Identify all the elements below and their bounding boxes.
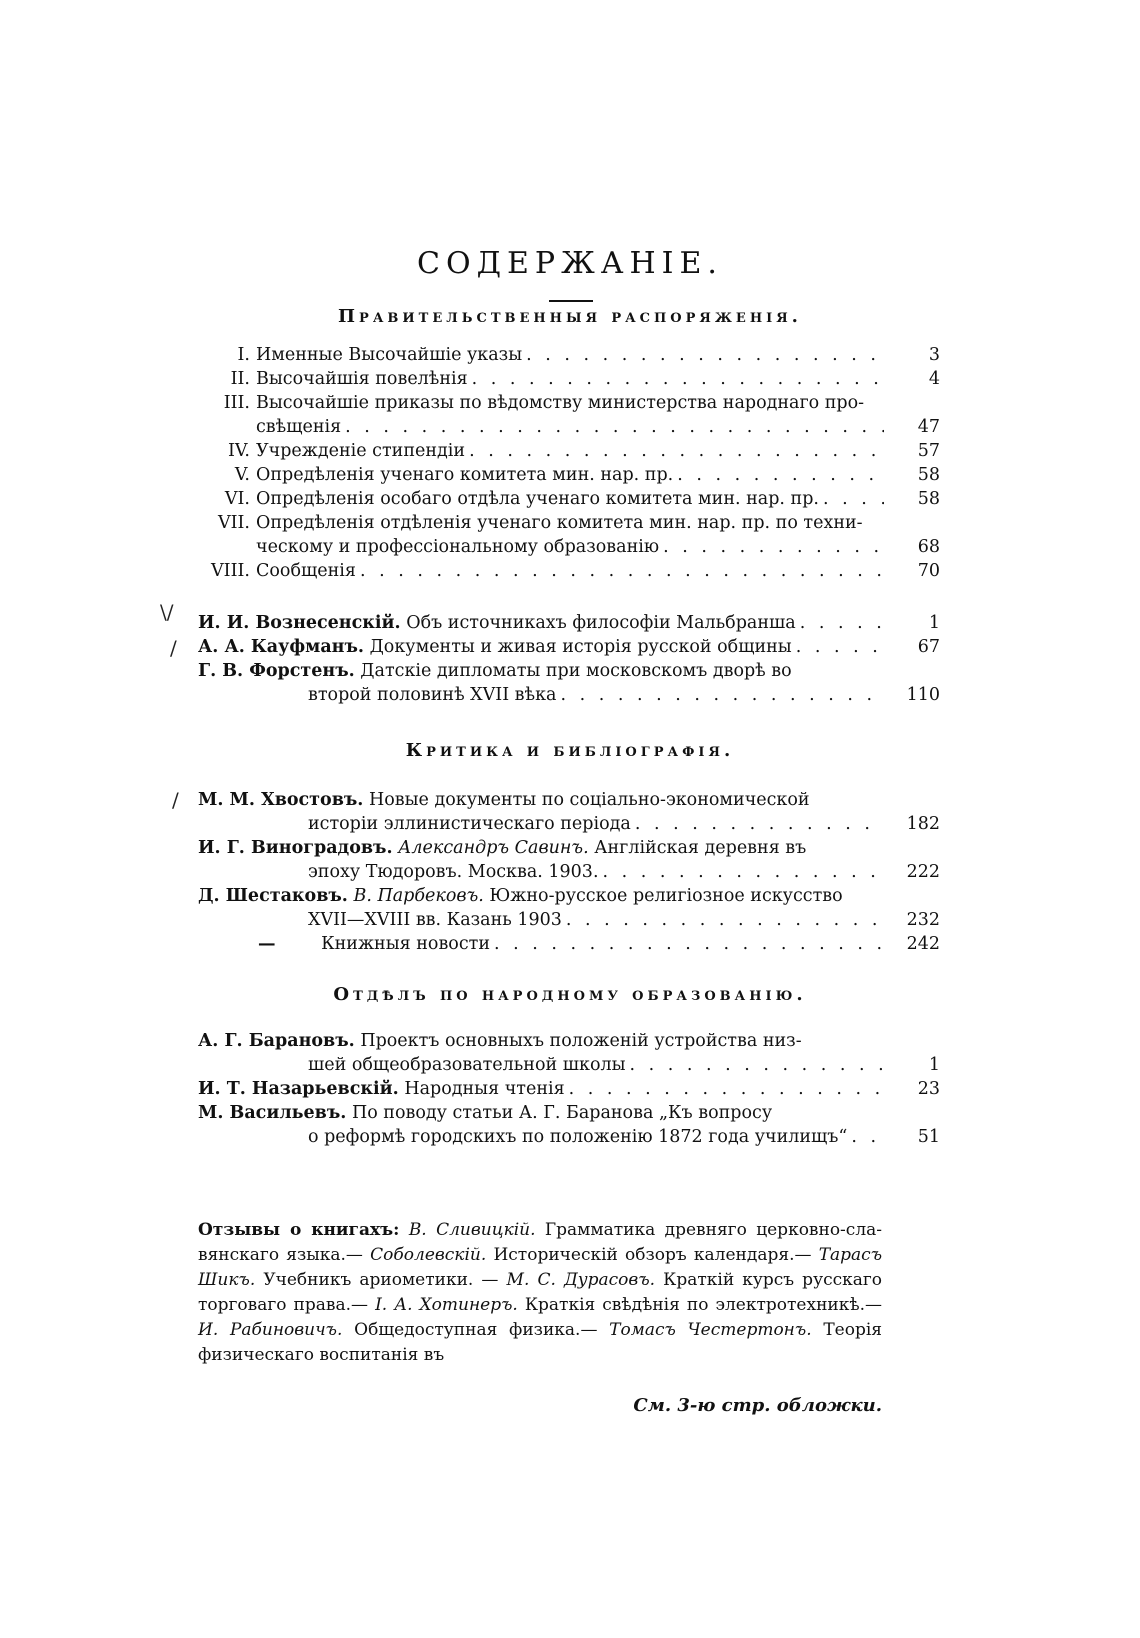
entry-author: М. Васильевъ. [198,1103,347,1123]
item-title-line [256,438,884,464]
reviewed-title: Историческій обзоръ календаря.— [493,1245,812,1265]
toc-row [198,811,940,837]
leader-dots [569,1076,884,1102]
entry-text [308,811,884,837]
entry-content [198,610,796,636]
toc-row [198,1124,940,1150]
entry-title: Датскіе дипломаты при московскомъ дворѣ во [360,661,792,681]
item-title-text: Высочайшіе приказы по вѣдомству министерства народнаго про- [256,393,865,413]
item-title [256,414,884,440]
margin-check-mark: \/ [160,600,174,624]
leader-dots [603,859,884,885]
footer-note: См. 3-ю стр. обложки. [633,1395,882,1416]
page-number: 58 [917,489,940,509]
page-number: 23 [917,1079,940,1099]
toc-row [198,366,940,392]
reviewed-author: Соболевскій. [370,1245,487,1265]
entry-line [198,931,884,957]
item-title-text: Опредѣленія ученаго комитета мин. нар. пр. [256,465,674,485]
page-number: 232 [906,910,940,930]
item-title-line [256,486,884,512]
item-number: V. [234,465,250,485]
toc-row [198,883,940,909]
item-number: VI. [224,489,250,509]
entry-line [198,610,884,636]
page-number: 242 [906,934,940,954]
item-title-line [256,366,884,392]
entry-text [198,787,884,813]
page-number: 1 [928,613,940,633]
entry-line [308,1052,884,1078]
toc-row [198,610,940,636]
entry-text [308,907,884,933]
item-number: VIII. [211,561,250,581]
leader-dots [345,414,884,440]
item-title-line [256,390,884,416]
entry-title: исторіи эллинистическаго періода [308,814,631,834]
entry-title: Народныя чтенія [404,1079,565,1099]
section-heading-education: Отдѣлъ по народному образованію. [333,984,807,1005]
entry-content [198,883,843,909]
toc-row [198,486,940,512]
page-number: 57 [917,441,940,461]
entry-line [198,634,884,660]
entry-content [198,1100,772,1126]
toc-row [198,342,940,368]
entry-author: И. Т. Назарьевскій. [198,1079,399,1099]
entry-title: второй половинѣ XVII вѣка [308,685,557,705]
page-number: 1 [928,1055,940,1075]
entry-text [198,610,884,636]
toc-row [198,414,940,440]
entry-reviewed-author: В. Парбековъ. [353,886,484,906]
title-rule [549,300,593,302]
page-number: 67 [917,637,940,657]
entry-line [198,835,884,861]
entry-line [198,658,884,684]
reviewed-title: Теорія физическаго воспитанія въ [198,1320,883,1365]
page-title: СОДЕРЖАНІЕ. [417,246,723,281]
item-title-line [256,462,884,488]
leader-dots [677,462,884,488]
toc-row [198,1100,940,1126]
margin-check-mark: / [170,636,177,660]
entry-content [308,1052,626,1078]
entry-content [308,859,599,885]
page-number: 58 [917,465,940,485]
reviewed-author: В. Сливицкій. [408,1220,536,1240]
entry-line [198,883,884,909]
entry-text [198,658,884,684]
page-number: 47 [917,417,940,437]
reviewed-title: Общедоступная физика.— [354,1320,598,1340]
toc-row [198,390,940,416]
entry-author: А. Г. Барановъ. [198,1031,355,1051]
entry-content [198,1028,802,1054]
entry-author: Г. В. Форстенъ. [198,661,355,681]
toc-row [198,534,940,560]
item-title-line [256,510,884,536]
reviewed-title: Краткій курсъ русскаго торговаго права.— [198,1270,883,1315]
entry-text [198,835,884,861]
entry-author: М. М. Хвостовъ. [198,790,364,810]
entry-author: — [258,934,276,954]
entry-text [198,1076,884,1102]
item-title-text: Опредѣленія особаго отдѣла ученаго комитета мин. нар. пр. [256,489,819,509]
toc-row [198,1076,940,1102]
leader-dots [800,610,884,636]
item-title-text: Сообщенія [256,561,356,581]
toc-row [198,931,940,957]
entry-title: Южно-русское религіозное искусство [489,886,843,906]
entry-line [308,859,884,885]
leader-dots [469,438,884,464]
item-title-text: Учрежденіе стипендіи [256,441,466,461]
entry-content [308,682,556,708]
entry-title: Проектъ основныхъ положеній устройства низ- [360,1031,802,1051]
entry-author: А. А. Кауфманъ. [198,637,364,657]
entry-title: о реформѣ городскихъ по положенію 1872 года училищъ“ [308,1127,848,1147]
entry-text [198,1028,884,1054]
item-title [256,462,884,488]
page-number: 3 [928,345,940,365]
item-title [256,510,884,536]
reviewed-title: Краткія свѣдѣнія по электротехникѣ.— [524,1295,883,1315]
entry-content [308,1124,847,1150]
toc-row [198,658,940,684]
item-title [256,438,884,464]
item-title-text: ческому и профессіональному образованію [256,537,660,557]
entry-line [198,1100,884,1126]
page-number: 182 [906,814,940,834]
entry-reviewed-author: Александръ Савинъ. [398,838,589,858]
leader-dots [823,486,884,512]
toc-row [198,835,940,861]
entry-line [308,811,884,837]
entry-line [198,787,884,813]
leader-dots [472,366,884,392]
entry-text [308,1052,884,1078]
entry-line [308,682,884,708]
entry-content [198,1076,565,1102]
entry-content [308,811,631,837]
item-title-text: свѣщенія [256,417,342,437]
book-reviews-paragraph [198,1218,882,1368]
item-title-text: Высочайшія повелѣнія [256,369,468,389]
toc-row [198,558,940,584]
section-heading-government: Правительственныя распоряженія. [338,306,802,327]
entry-text [308,682,884,708]
item-number: VII. [217,513,250,533]
toc-row [198,1028,940,1054]
entry-line [198,1076,884,1102]
entry-line [308,1124,884,1150]
item-title-line [256,534,884,560]
leader-dots [796,634,884,660]
toc-row [198,907,940,933]
page-number: 222 [906,862,940,882]
toc-row [198,682,940,708]
item-number: I. [237,345,250,365]
toc-row [198,438,940,464]
item-title-line [256,558,884,584]
leader-dots [851,1124,884,1150]
item-title-text: Именные Высочайшіе указы [256,345,523,365]
reviewed-author: Тарасъ Шикъ. [198,1245,883,1290]
item-title-line [256,414,884,440]
toc-row [198,787,940,813]
entry-title: шей общеобразовательной школы [308,1055,626,1075]
item-number: II. [230,369,250,389]
page-number: 70 [917,561,940,581]
entry-title: Англійская деревня въ [594,838,807,858]
entry-line [308,907,884,933]
toc-row [198,1052,940,1078]
item-title-line [256,342,884,368]
item-title [256,390,884,416]
leader-dots [635,811,884,837]
entry-author: Д. Шестаковъ. [198,886,348,906]
toc-row [198,634,940,660]
reviewed-title: Учебникъ ариометики. — [263,1270,499,1290]
entry-text [198,634,884,660]
entry-line [198,1028,884,1054]
page-number: 68 [917,537,940,557]
toc-row [198,510,940,536]
item-title [256,534,884,560]
leader-dots [566,907,884,933]
entry-title: XVII—XVIII вв. Казань 1903 [308,910,562,930]
reviewed-author: М. С. Дурасовъ. [506,1270,656,1290]
item-title-text: Опредѣленія отдѣленія ученаго комитета мин. нар. пр. по техни- [256,513,863,533]
entry-author: И. И. Вознесенскій. [198,613,401,633]
reviewed-author: І. А. Хотинеръ. [375,1295,518,1315]
entry-title: По поводу статьи А. Г. Баранова „Къ вопросу [351,1103,773,1123]
item-number: IV. [227,441,250,461]
entry-title: Книжныя новости [321,934,490,954]
leader-dots [560,682,884,708]
entry-content [198,835,806,861]
entry-text [198,1100,884,1126]
entry-content [198,931,490,957]
leader-dots [494,931,884,957]
toc-row [198,859,940,885]
margin-check-mark: / [172,788,179,812]
entry-content [198,787,810,813]
item-title [256,366,884,392]
entry-content [198,658,792,684]
entry-text [198,931,884,957]
entry-title: Объ источникахъ философіи Мальбранша [406,613,796,633]
entry-text [198,883,884,909]
page-number: 51 [917,1127,940,1147]
leader-dots [526,342,884,368]
item-title [256,342,884,368]
leader-dots [360,558,884,584]
entry-text [308,859,884,885]
leader-dots [630,1052,884,1078]
entry-text [308,1124,884,1150]
reviewed-title: Грамматика древняго церковно-сла-вянскаго языка.— [198,1220,883,1265]
section-heading-criticism: Критика и библіографія. [405,740,735,761]
entry-title: эпоху Тюдоровъ. Москва. 1903. [308,862,599,882]
entry-author: И. Г. Виноградовъ. [198,838,393,858]
reviewed-author: И. Рабиновичъ. [198,1320,343,1340]
entry-title: Документы и живая исторія русской общины [369,637,792,657]
entry-content [198,634,792,660]
entry-title: Новые документы по соціально-экономической [368,790,810,810]
toc-row [198,462,940,488]
item-number: III. [223,393,250,413]
reviewed-author: Томасъ Честертонъ. [609,1320,812,1340]
entry-content [308,907,562,933]
page-number: 110 [906,685,940,705]
item-title [256,486,884,512]
page-number: 4 [928,369,940,389]
leader-dots [663,534,884,560]
item-title [256,558,884,584]
reviews-label: Отзывы о книгахъ: [198,1220,400,1240]
